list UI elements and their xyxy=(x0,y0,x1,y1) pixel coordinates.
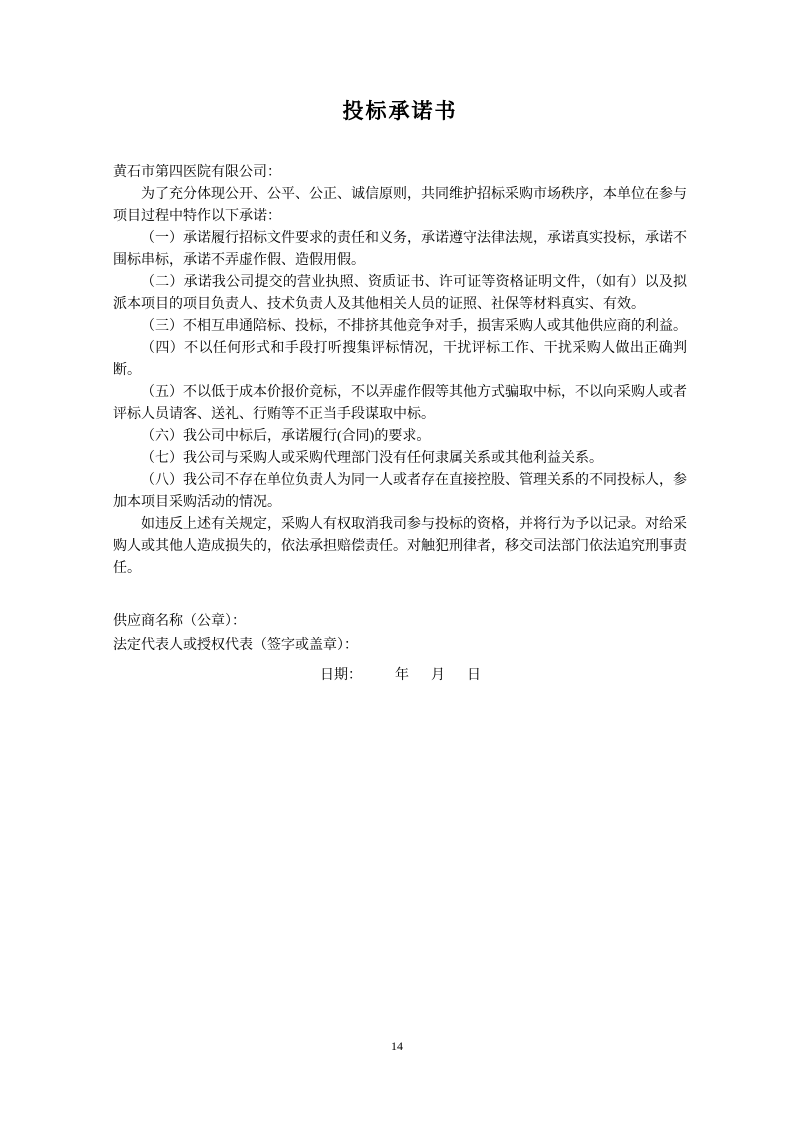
salutation: 黄石市第四医院有限公司： xyxy=(113,165,281,180)
document-title: 投标承诺书 xyxy=(342,99,458,123)
date-year-label: 年 xyxy=(395,668,409,683)
supplier-name-label: 供应商名称（公章）： xyxy=(113,614,246,629)
page-number: 14 xyxy=(391,1039,403,1053)
document-content xyxy=(113,96,687,688)
date-line xyxy=(113,664,687,688)
body-paragraph: （三）不相互串通陪标、投标，不排挤其他竞争对手，损害采购人或其他供应商的利益。 xyxy=(141,319,687,334)
date-day-label: 日 xyxy=(467,668,481,683)
body-paragraph: 如违反上述有关规定，采购人有权取消我司参与投标的资格，并将行为予以记录。对给采购人或其他人造成损失的，依法承担赔偿责任。对触犯刑律者，移交司法部门依法追究刑事责任。 xyxy=(113,517,687,576)
body-paragraph: （六）我公司中标后，承诺履行(合同)的要求。 xyxy=(141,429,431,444)
date-month-label: 月 xyxy=(431,668,445,683)
date-label: 日期： xyxy=(320,668,362,683)
body-paragraph: （七）我公司与采购人或采购代理部门没有任何隶属关系或其他利益关系。 xyxy=(141,451,603,466)
body-paragraph: （八）我公司不存在单位负责人为同一人或者存在直接控股、管理关系的不同投标人，参加本项目采购活动的情况。 xyxy=(113,473,687,510)
body-paragraph: （一）承诺履行招标文件要求的责任和义务，承诺遵守法律法规，承诺真实投标，承诺不围标串标，承诺不弄虚作假、造假用假。 xyxy=(113,231,687,268)
signature-block xyxy=(113,610,687,688)
body-paragraph: 为了充分体现公开、公平、公正、诚信原则，共同维护招标采购市场秩序，本单位在参与项目过程中特作以下承诺： xyxy=(113,187,687,224)
body-paragraph: （五）不以低于成本价报价竞标，不以弄虚作假等其他方式骗取中标，不以向采购人或者评标人员请客、送礼、行贿等不正当手段谋取中标。 xyxy=(113,385,687,422)
body-paragraph: （二）承诺我公司提交的营业执照、资质证书、许可证等资格证明文件，（如有）以及拟派本项目的项目负责人、技术负责人及其他相关人员的证照、社保等材料真实、有效。 xyxy=(113,275,687,312)
body-paragraph: （四）不以任何形式和手段打听搜集评标情况，干扰评标工作、干扰采购人做出正确判断。 xyxy=(113,341,687,378)
legal-representative-label: 法定代表人或授权代表（签字或盖章）： xyxy=(113,638,358,653)
